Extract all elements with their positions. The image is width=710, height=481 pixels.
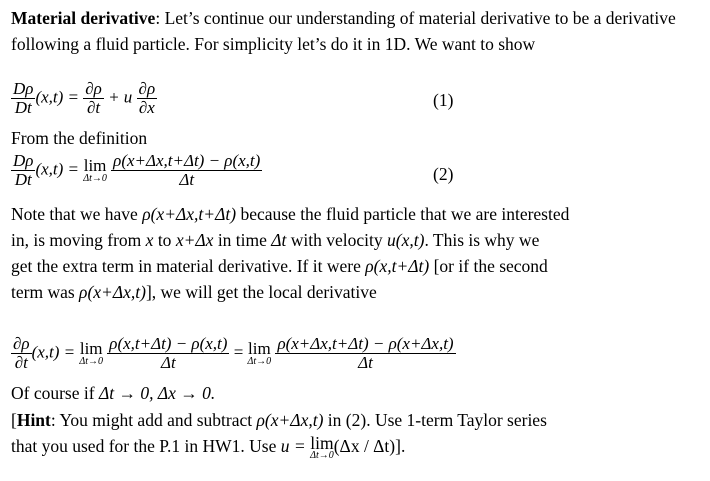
eq1-t1-den: ∂t [86,98,101,117]
eq3-fraction-1: $\frac{\rho(x,t+\Delta t) - \rho(x,t)}{\Delta t}$ [109,334,228,372]
eq1-term2-fraction [137,80,158,117]
from-definition: From the definition [11,128,148,148]
eq1-number: (1) [433,90,454,110]
eq3-limit-2: lim Δt→0 [247,338,272,367]
eq2-lim-sub: Δt→0 [83,172,107,184]
eq1-args: (x,t) = [35,87,79,107]
eq2-lhs-num: Dρ [13,151,34,170]
hint-paragraph [11,407,701,461]
eq3-lhs-fraction [11,335,32,372]
eq3-args: (x,t) = [31,342,76,362]
equation-1 [11,80,157,120]
eq1-term1-fraction [83,80,104,117]
eq3-lhs-den: ∂t [14,353,28,372]
hint-line-2: that you used for the P.1 in HW1. Use u = lim Δt→0 (Δx / Δt)]. [11,432,406,461]
eq2-args: (x,t) = [35,159,79,179]
intro-paragraph [11,5,701,57]
eq3-lhs-num: ∂ρ [13,334,30,353]
eq1-lhs-fraction [11,80,35,117]
eq2-lhs-fraction [11,152,35,189]
of-course-line: Of course if Δt → 0, Δx → 0. [11,383,216,403]
eq1-lhs-den: Dt [14,98,32,117]
eq3-limit-1: lim Δt→0 [79,338,104,367]
intro-text: : Let’s continue our understanding of material derivative to be a derivative following a fluid particle. For simplicity let’s do it in 1D. We want to show [11,8,676,54]
eq1-t2-den: ∂x [138,98,155,117]
hint-line-1: [Hint: You might add and subtract ρ(x+Δx,t) in (2). Use 1-term Taylor series [11,410,547,430]
equation-2 [11,152,262,192]
eq3-fraction-2: $\frac{\rho(x+\Delta x,t+\Delta t) - \rho(x+\Delta x,t)}{\Delta t}$ [277,334,454,372]
hint-limit: lim Δt→0 [310,432,334,461]
equation-3 [11,335,456,375]
eq1-t1-num: ∂ρ [85,79,102,98]
eq1-lhs-num: Dρ [13,79,34,98]
hint-bold: Hint [16,410,51,430]
eq2-limit [83,155,107,184]
note-line-3: get the extra term in material derivative. If it were ρ(x,t+Δt) [or if the second [11,256,548,276]
note-paragraph [11,201,701,305]
eq2-fraction [111,152,262,189]
eq2-frac-num: ρ(x+Δx,t+Δt) − ρ(x,t) [113,151,261,170]
eq2-lhs-den: Dt [14,170,32,189]
note-line-2: in, is moving from x to x+Δx in time Δt with velocity u(x,t). This is why we [11,230,540,250]
eq1-plus-u: + u [108,87,133,107]
eq2-lim-word: lim [83,155,107,175]
note-line-1: Note that we have ρ(x+Δx,t+Δt) because the fluid particle that we are interested [11,204,570,224]
eq2-number: (2) [433,164,454,184]
eq3-equals: = [233,342,244,362]
eq2-frac-den: Δt [179,170,195,189]
eq1-t2-num: ∂ρ [138,79,156,98]
intro-bold-term: Material derivative [11,8,156,28]
note-line-4: term was ρ(x+Δx,t)], we will get the local derivative [11,282,377,302]
